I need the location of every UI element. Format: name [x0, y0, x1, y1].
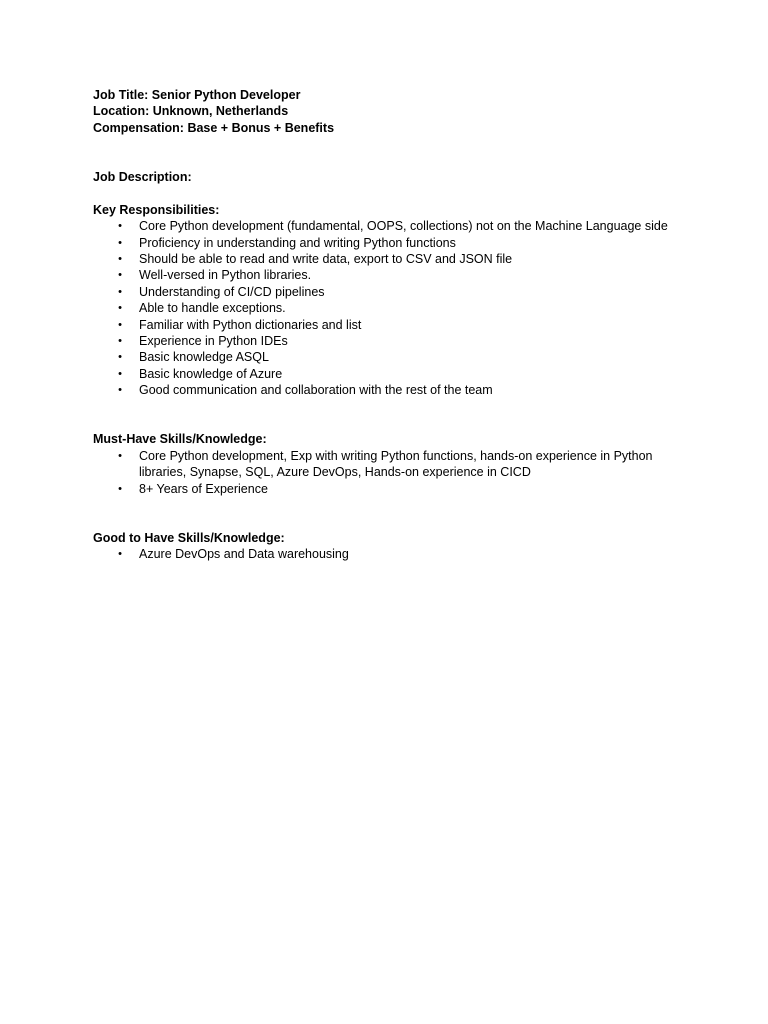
bullet-icon: • — [118, 482, 122, 495]
bullet-icon: • — [118, 269, 122, 282]
bullet-icon: • — [118, 220, 122, 233]
bullet-icon: • — [118, 253, 122, 266]
bullet-icon: • — [118, 367, 122, 380]
bullet-icon: • — [118, 236, 122, 249]
spacer — [93, 497, 683, 530]
good-to-have-heading: Good to Have Skills/Knowledge: — [93, 530, 285, 545]
job-compensation: Compensation: Base + Bonus + Benefits — [93, 120, 335, 135]
list-item: • Should be able to read and write data, export to CSV and JSON file — [93, 251, 683, 267]
list-item: • Basic knowledge ASQL — [93, 349, 683, 365]
job-description-heading: Job Description: — [93, 170, 192, 185]
spacer — [93, 185, 683, 201]
must-have-list — [93, 448, 683, 497]
bullet-icon: • — [118, 285, 122, 298]
bullet-icon: • — [118, 384, 122, 397]
list-item: • Core Python development (fundamental, OOPS, collections) not on the Machine Language side — [93, 218, 683, 234]
list-item: • Proficiency in understanding and writing Python functions — [93, 235, 683, 251]
spacer — [93, 399, 683, 432]
list-item: • Experience in Python IDEs — [93, 333, 683, 349]
list-item: • Core Python development, Exp with writing Python functions, hands-on experience in Python libraries, Synapse, SQL, Azure DevOps, Hands-on experience in CICD — [93, 448, 683, 481]
bullet-icon: • — [118, 318, 122, 331]
list-item: • Good communication and collaboration with the rest of the team — [93, 382, 683, 398]
key-responsibilities-heading: Key Responsibilities: — [93, 202, 220, 217]
good-to-have-list — [93, 546, 683, 562]
bullet-icon: • — [118, 449, 122, 462]
list-item: • Well-versed in Python libraries. — [93, 267, 683, 283]
job-location: Location: Unknown, Netherlands — [93, 104, 289, 119]
list-item: • Basic knowledge of Azure — [93, 366, 683, 382]
bullet-icon: • — [118, 351, 122, 364]
list-item: • Familiar with Python dictionaries and list — [93, 317, 683, 333]
job-title: Job Title: Senior Python Developer — [93, 88, 301, 102]
list-item: • Azure DevOps and Data warehousing — [93, 546, 683, 562]
bullet-icon: • — [118, 302, 122, 315]
document-page — [93, 87, 683, 563]
list-item: • 8+ Years of Experience — [93, 481, 683, 497]
key-responsibilities-list — [93, 218, 683, 398]
list-item: • Able to handle exceptions. — [93, 300, 683, 316]
spacer — [93, 136, 683, 169]
bullet-icon: • — [118, 548, 122, 561]
must-have-heading: Must-Have Skills/Knowledge: — [93, 432, 267, 447]
list-item: • Understanding of CI/CD pipelines — [93, 284, 683, 300]
bullet-icon: • — [118, 335, 122, 348]
